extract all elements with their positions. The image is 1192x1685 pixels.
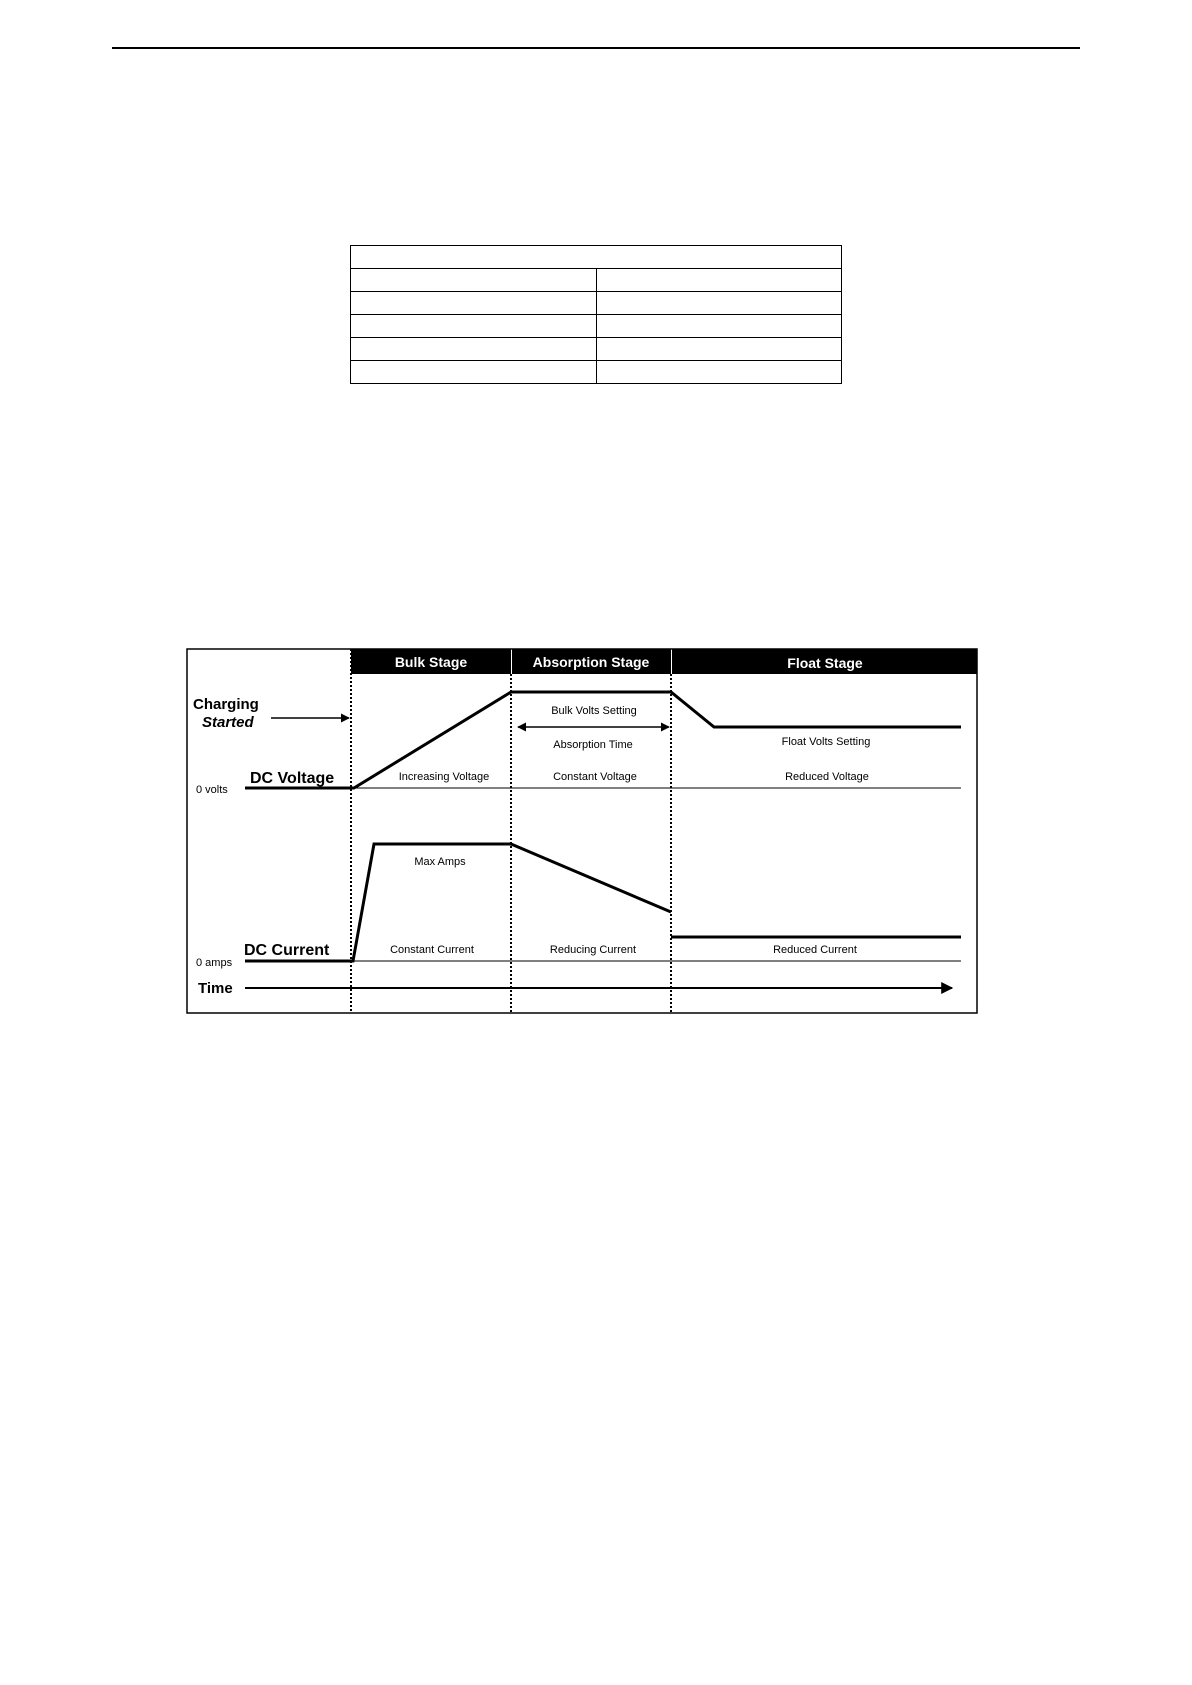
zero-volts-label: 0 volts — [196, 784, 228, 796]
reduced-current-label: Reduced Current — [773, 944, 857, 956]
reducing-current-label: Reducing Current — [549, 944, 637, 956]
absorption-stage-label: Absorption Stage — [532, 654, 650, 670]
charging-started-line2: Started — [202, 714, 254, 731]
constant-current-label: Constant Current — [390, 944, 474, 956]
dc-current-label: DC Current — [244, 942, 330, 959]
increasing-voltage-label: Increasing Voltage — [398, 771, 490, 783]
bulk-stage-label: Bulk Stage — [394, 654, 468, 670]
absorption-time-label: Absorption Time — [553, 739, 633, 751]
max-amps-label: Max Amps — [414, 856, 466, 868]
float-stage-label: Float Stage — [787, 655, 863, 671]
bulk-volts-setting-label: Bulk Volts Setting — [551, 705, 637, 717]
zero-amps-label: 0 amps — [196, 957, 233, 969]
float-volts-setting-label: Float Volts Setting — [781, 736, 871, 748]
time-label: Time — [198, 980, 233, 997]
constant-voltage-label: Constant Voltage — [553, 771, 637, 783]
reduced-voltage-label: Reduced Voltage — [785, 771, 869, 783]
dc-voltage-label: DC Voltage — [250, 770, 335, 787]
charging-started-line1: Charging — [193, 696, 259, 713]
